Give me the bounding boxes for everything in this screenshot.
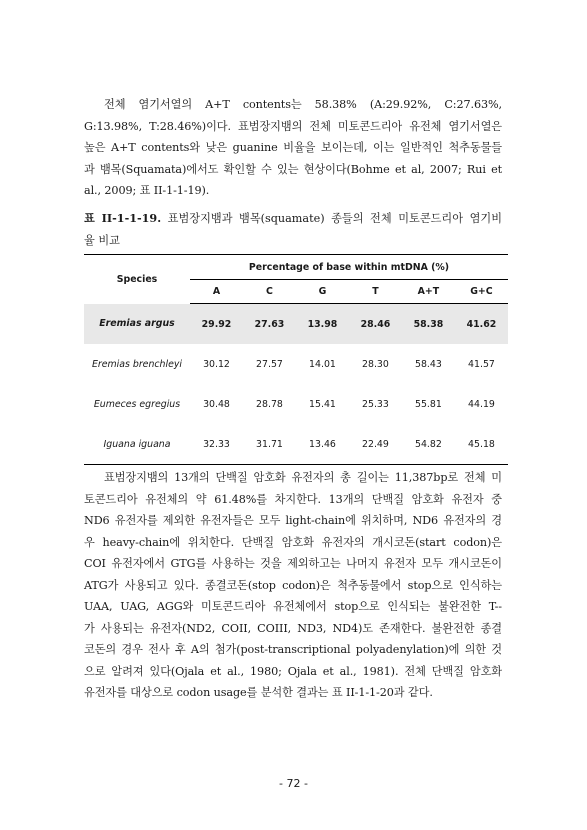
column-header: G+C: [455, 280, 508, 304]
column-header: T: [349, 280, 402, 304]
value-cell: 22.49: [362, 438, 389, 450]
group-header: Percentage of base within mtDNA (%): [190, 255, 508, 280]
value-cell: 27.57: [256, 358, 283, 370]
value-cell: 28.78: [256, 398, 283, 410]
text-line: G:13.98%, T:28.46%)이다. 표범장지뱀의 전체 미토콘드리아 유전체 염기서열은: [84, 119, 502, 133]
table-header-row: [84, 255, 508, 280]
value-cell: 58.38: [402, 304, 455, 345]
species-cell: Eremias argus: [84, 304, 190, 345]
value-cell: 41.57: [468, 358, 495, 370]
table-row: [84, 344, 508, 384]
species-cell: Eumeces egregius: [93, 398, 181, 410]
value-cell: 28.46: [349, 304, 402, 345]
text-line: ATG가 사용되고 있다. 종결코돈(stop codon)은 척추동물에서 stop으로 인식하는: [84, 578, 502, 592]
table-row: [84, 424, 508, 465]
page-number: - 72 -: [279, 777, 308, 790]
value-cell: 15.41: [309, 398, 336, 410]
caption-label: 표 II-1-1-19.: [84, 211, 162, 225]
value-cell: 13.98: [296, 304, 349, 345]
value-cell: 30.48: [203, 398, 230, 410]
text-line: 과 뱀목(Squamata)에서도 확인할 수 있는 현상이다(Bohme et al, 2007; Rui et: [84, 162, 502, 176]
value-cell: 44.19: [468, 398, 495, 410]
text-line: 표범장지뱀의 13개의 단백질 암호화 유전자의 총 길이는 11,387bp로 전체 미: [104, 471, 502, 484]
text-line: 우 heavy-chain에 위치한다. 단백질 암호화 유전자의 개시코돈(start codon)은: [84, 535, 502, 549]
table-row: [84, 304, 508, 345]
value-cell: 29.92: [190, 304, 243, 345]
column-header: A+T: [402, 280, 455, 304]
species-header: Species: [116, 273, 158, 285]
table-caption: [84, 208, 502, 251]
value-cell: 28.30: [362, 358, 389, 370]
text-line: 가 사용되는 유전자(ND2, COII, COIII, ND3, ND4)도 존재한다. 불완전한 종결: [84, 621, 502, 635]
column-header: A: [190, 280, 243, 304]
value-cell: 31.71: [256, 438, 283, 450]
value-cell: 58.43: [415, 358, 442, 370]
text-line: 높은 A+T contents와 낮은 guanine 비율을 보이는데, 이는 일반적인 척추동물들: [84, 141, 502, 154]
value-cell: 45.18: [468, 438, 495, 450]
value-cell: 25.33: [362, 398, 389, 410]
text-line: 코돈의 경우 전사 후 A의 첨가(post-transcriptional polyadenylation)에 의한 것: [84, 643, 502, 656]
caption-line: [84, 208, 502, 230]
species-cell: Iguana iguana: [103, 438, 171, 450]
text-line: UAA, UAG, AGG와 미토콘드리아 유전체에서 stop으로 인식되는 불완전한 T--: [84, 600, 502, 613]
value-cell: 14.01: [309, 358, 336, 370]
table-row: [84, 384, 508, 424]
value-cell: 13.46: [309, 438, 336, 450]
paragraph-protein-genes: [84, 467, 502, 704]
text-line: 으로 알려져 있다(Ojala et al., 1980; Ojala et al., 1981). 전체 단백질 암호화: [84, 664, 502, 678]
text-line: al., 2009; 표 II-1-1-19).: [84, 184, 210, 197]
base-composition-table: [84, 254, 508, 465]
caption-text: 표범장지뱀과 뱀목(squamate) 종들의 전체 미토콘드리아 염기비: [161, 212, 503, 225]
text-line: 유전자를 대상으로 codon usage를 분석한 결과는 표 II-1-1-20과 같다.: [84, 686, 433, 699]
species-cell: Eremias brenchleyi: [91, 358, 183, 370]
text-line: 토콘드리아 유전체의 약 61.48%를 차지한다. 13개의 단백질 암호화 유전자 중: [84, 492, 502, 506]
paragraph-intro: [84, 94, 502, 202]
value-cell: 27.63: [243, 304, 296, 345]
column-header: G: [296, 280, 349, 304]
text-line: ND6 유전자를 제외한 유전자들은 모두 light-chain에 위치하며, ND6 유전자의 경: [84, 514, 502, 527]
text-line: COI 유전자에서 GTG를 사용하는 것을 제외하고는 나머지 유전자 모두 개시코돈이: [84, 557, 502, 570]
value-cell: 41.62: [455, 304, 508, 345]
value-cell: 54.82: [415, 438, 442, 450]
value-cell: 30.12: [203, 358, 230, 370]
value-cell: 55.81: [415, 398, 442, 410]
column-header: C: [243, 280, 296, 304]
value-cell: 32.33: [203, 438, 230, 450]
text-line: 전체 염기서열의 A+T contents는 58.38% (A:29.92%, C:27.63%,: [104, 98, 502, 111]
caption-line: 율 비교: [84, 233, 120, 247]
